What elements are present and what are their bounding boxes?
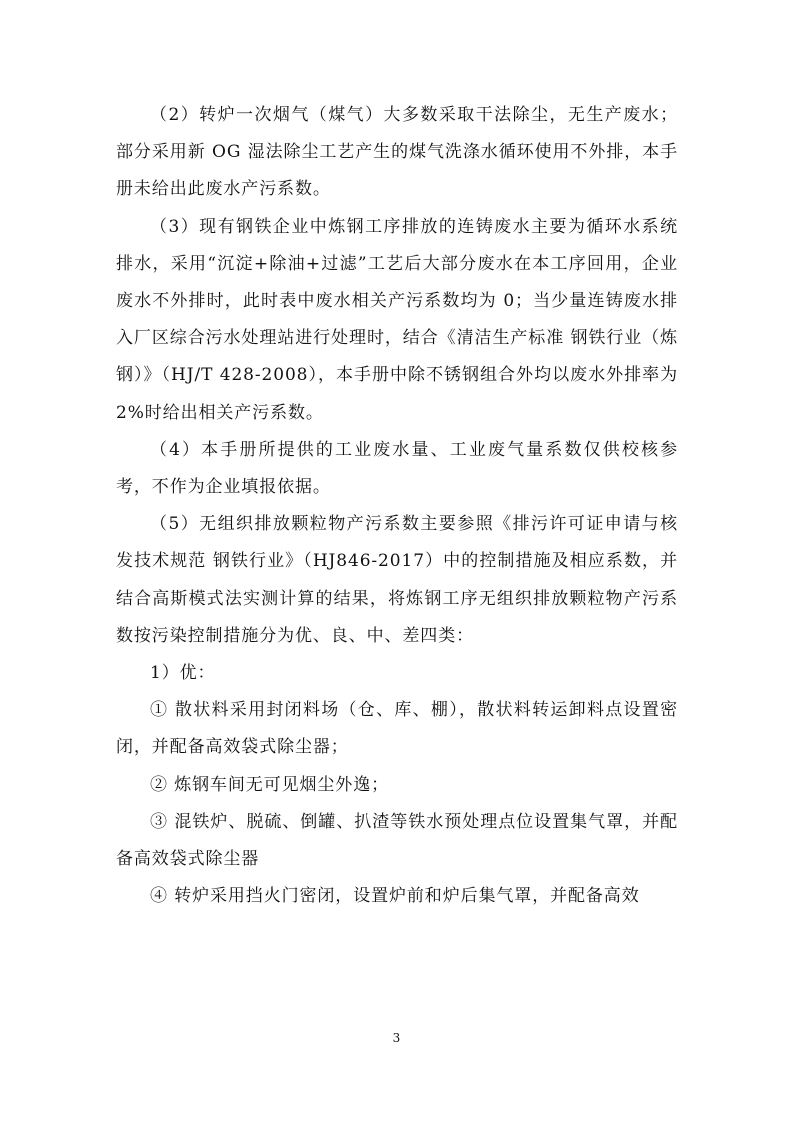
paragraph-fugitive-particulate: （5）无组织排放颗粒物产污系数主要参照《排污许可证申请与核发技术规范 钢铁行业》（HJ846-2017）中的控制措施及相应系数，并结合高斯模式法实测计算的结果，将炼钢工序无组织排放颗粒物产污系数按污染控制措施分为优、良、中、差四类： xyxy=(116,514,678,646)
paragraph-continuous-casting-wastewater: （3）现有钢铁企业中炼钢工序排放的连铸废水主要为循环水系统排水，采用“沉淀+除油+过滤”工艺后大部分废水在本工序回用，企业废水不外排时，此时表中废水相关产污系数均为 0；当少量连铸废水排入厂区综合污水处理站进行处理时，结合《清洁生产标准 钢铁行业（炼钢）》（HJ/T 428-2008），本手册中除不锈钢组合外均以废水外排率为 2%时给出相关产污系数。 xyxy=(116,216,678,423)
list-item-2: ② 炼钢车间无可见烟尘外逸； xyxy=(150,774,390,795)
list-heading-excellent: 1）优： xyxy=(150,663,216,684)
list-item-3: ③ 混铁炉、脱硫、倒罐、扒渣等铁水预处理点位设置集气罩，并配备高效袋式除尘器 xyxy=(116,811,678,870)
list-item-4: ④ 转炉采用挡火门密闭，设置炉前和炉后集气罩，并配备高效 xyxy=(150,886,640,907)
page-number: 3 xyxy=(392,1031,401,1045)
body-text xyxy=(116,97,678,915)
list-item-1: ① 散状料采用封闭料场（仓、库、棚），散状料转运卸料点设置密闭，并配备高效袋式除尘器； xyxy=(116,700,678,758)
paragraph-converter-flue-gas: （2）转炉一次烟气（煤气）大多数采取干法除尘，无生产废水；部分采用新 OG 湿法除尘工艺产生的煤气洗涤水循环使用不外排，本手册未给出此废水产污系数。 xyxy=(116,105,678,200)
paragraph-reference-coefficients: （4）本手册所提供的工业废水量、工业废气量系数仅供校核参考，不作为企业填报依据。 xyxy=(116,439,678,498)
